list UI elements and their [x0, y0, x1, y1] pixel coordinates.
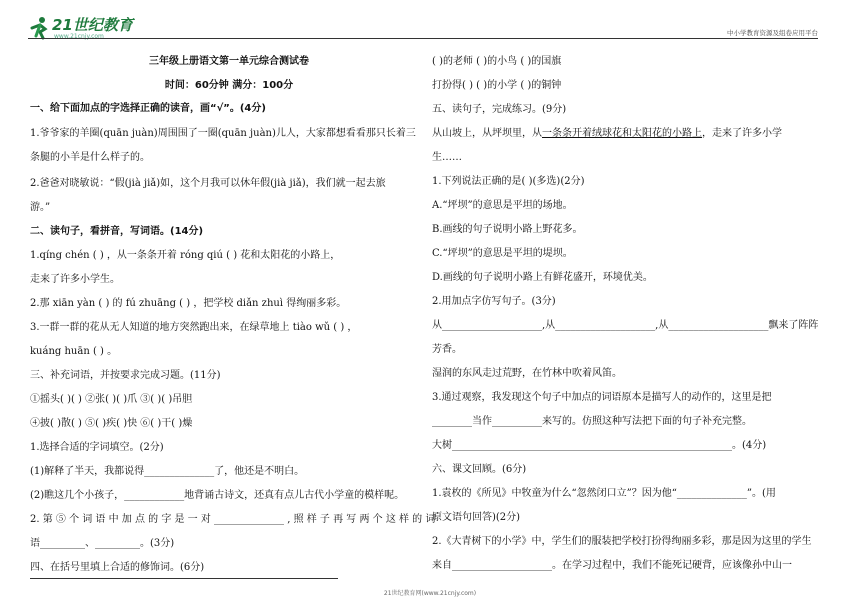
right-text-line: 打扮得( ) ( )的小学 ( )的铜钟	[432, 80, 562, 91]
left-text-line: 四、在括号里填上合适的修饰词。(6分)	[30, 562, 205, 573]
right-text-line: 五、读句子，完成练习。(9分)	[432, 104, 567, 115]
left-text-line: ①摇头( )( ) ②张( )( )爪 ③( )( )吊胆	[30, 394, 193, 405]
right-text-line: A.“坪坝”的意思是平坦的场地。	[432, 200, 573, 211]
left-text-line: (1)解释了半天，我都说得______________了，他还是不明白。	[30, 466, 305, 477]
right-text-line: 1.袁枚的《所见》中牧童为什么“忽然闭口立”？因为他“______________”。(用	[432, 488, 776, 499]
left-text-line: 2. 第 ⑤ 个 词 语 中 加 点 的 字 是 一 对 ______________ , 照 样 子 再 写 两 个 这 样 的 词	[30, 514, 436, 525]
left-text-line: 一、给下面加点的字选择正确的读音，画“√”。(4分)	[30, 103, 266, 114]
underlined-sentence: 一条条开着绒球花和太阳花的小路上	[542, 128, 702, 139]
right-text-line: 从____________________,从____________________,从____________________飘来了阵阵	[432, 320, 819, 331]
left-text-line: 走来了许多小学生。	[30, 274, 120, 285]
left-text-line: 语_________、_________。(3分)	[30, 538, 175, 549]
left-text-line: 时间：60分钟 满分：100分	[164, 80, 294, 91]
left-text-line: (2)瞧这几个小孩子，____________地背诵古诗文，还真有点儿古代小学童的模样呢。	[30, 490, 405, 501]
left-text-line: 1.qíng chén ( ) ，从一条条开着 róng qiú ( ) 花和太阳花的小路上，	[30, 250, 341, 261]
left-text-line: 3.一群一群的花从无人知道的地方突然跑出来，在绿草地上 tiào wǔ ( ) ，	[30, 322, 358, 333]
left-text-line: 1.爷爷家的羊圈(quān juàn)周围围了一圈(quān juàn)儿人，大家都想看看那只长着三	[30, 128, 416, 139]
left-text-line: 条腿的小羊是什么样子的。	[30, 152, 150, 163]
runner-logo-icon	[28, 16, 50, 40]
left-text-line: 2.那 xiān yàn ( ) 的 fú zhuāng ( ) ，把学校 diǎn zhuì 得绚丽多彩。	[30, 298, 347, 309]
left-text-line: 二、读句子，看拼音，写词语。(14分)	[30, 226, 204, 237]
right-text-line: 来自____________________。在学习过程中，我们不能死记硬背，应该像孙中山一	[432, 560, 792, 571]
right-text-line: 芳香。	[432, 344, 462, 355]
right-text-line: ( )的老师 ( )的小鸟 ( )的国旗	[432, 56, 562, 67]
site-logo	[28, 14, 148, 44]
left-text-line: 2.爸爸对晓敏说：“假(jià jiǎ)如，这个月我可以休年假(jià jiǎ)，我们就一起去旅	[30, 178, 386, 189]
right-text-line: 2.《大青树下的小学》中，学生们的服装把学校打扮得绚丽多彩，那是因为这里的学生	[432, 536, 812, 547]
right-text-line: 3.通过观察，我发现这个句子中加点的词语原本是描写人的动作的，这里是把	[432, 392, 772, 403]
right-text-line: 湿润的东风走过荒野，在竹林中吹着风笛。	[432, 368, 622, 379]
right-text-line: 2.用加点字仿写句子。(3分)	[432, 296, 556, 307]
right-text-line: 从山坡上，从坪坝里，从一条条开着绒球花和太阳花的小路上，走来了许多小学	[432, 128, 782, 139]
logo-url: www.21cnjy.com	[54, 33, 104, 40]
right-text-line: B.画线的句子说明小路上野花多。	[432, 224, 583, 235]
right-text-line: C.“坪坝”的意思是平坦的堤坝。	[432, 248, 573, 259]
header-divider	[28, 38, 818, 39]
left-text-line: 三年级上册语文第一单元综合测试卷	[149, 56, 309, 67]
left-text-line: kuáng huān ( ) 。	[30, 346, 118, 357]
left-text-line: 1.选择合适的字词填空。(2分)	[30, 442, 164, 453]
left-text-line: ④披( )散( ) ⑤( )疾( )快 ⑥( )干( )燥	[30, 418, 193, 429]
right-text-line: 1.下列说法正确的是( )(多选)(2分)	[432, 176, 585, 187]
logo-text: 21世纪教育	[52, 16, 133, 34]
right-text-line: D.画线的句子说明小路上有鲜花盛开，环境优美。	[432, 272, 653, 283]
right-text-line: 原文语句回答)(2分)	[432, 512, 521, 523]
platform-name: 中小学教育资源及组卷应用平台	[727, 29, 818, 37]
right-text-line: ________当作__________来写的。仿照这种写法把下面的句子补充完整。	[432, 416, 752, 427]
right-text-line: 生……	[432, 152, 462, 163]
footer-text: 21世纪教育网(www.21cnjy.com)	[383, 590, 477, 597]
footer-divider	[30, 578, 338, 579]
left-text-line: 三、补充词语，并按要求完成习题。(11分)	[30, 370, 221, 381]
right-text-line: 大树________________________________________________________。(4分)	[432, 440, 767, 451]
right-text-line: 六、课文回顾。(6分)	[432, 464, 527, 475]
left-text-line: 游。”	[30, 202, 51, 213]
